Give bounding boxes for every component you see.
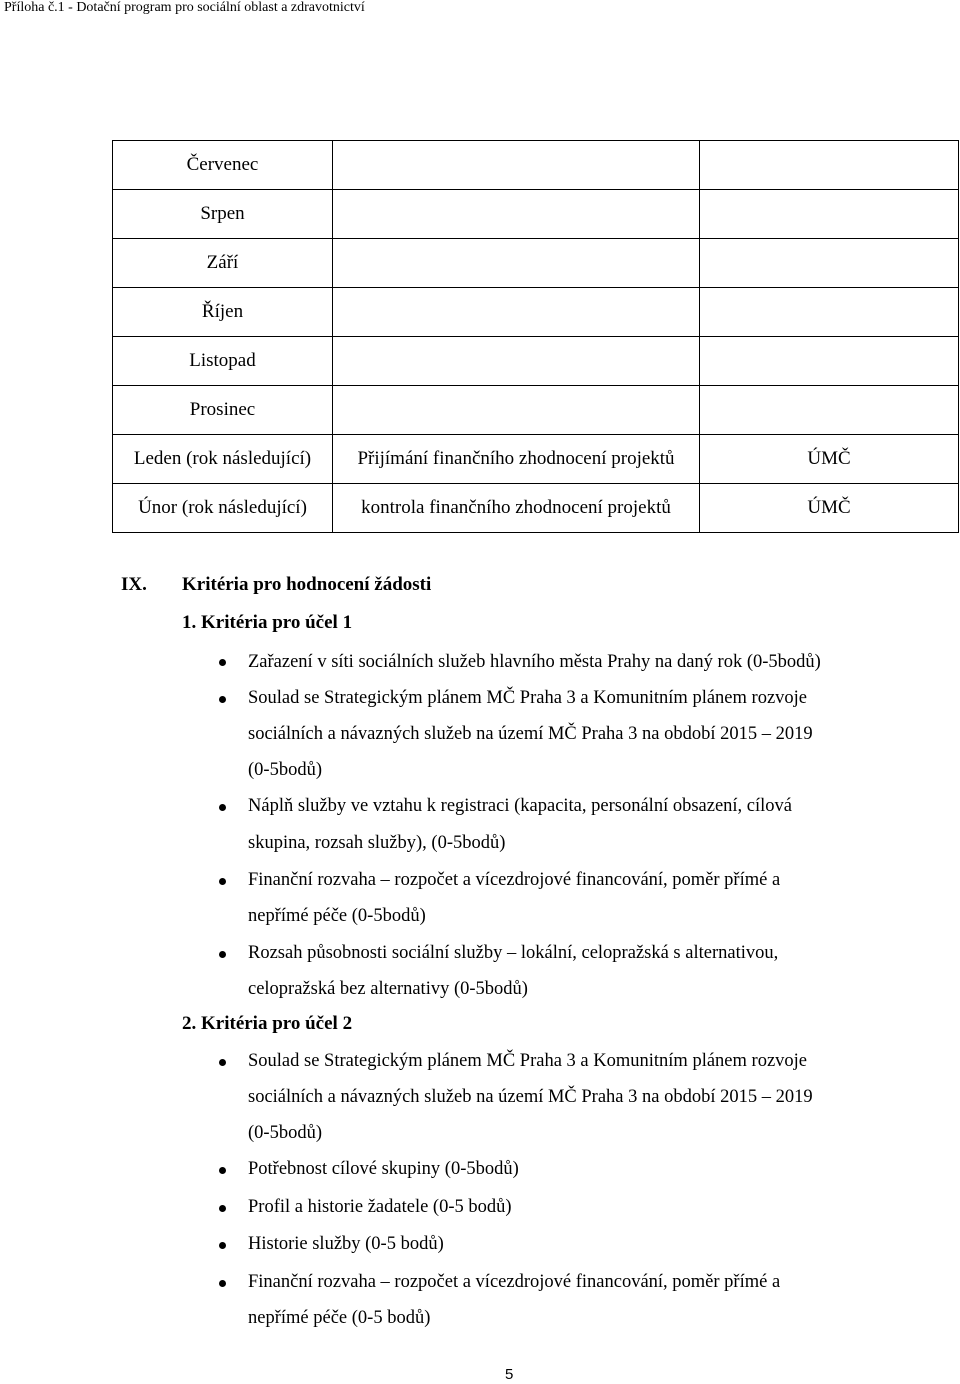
activity-cell [333, 239, 700, 288]
list-item-line: nepřímé péče (0-5 bodů) [248, 1308, 431, 1328]
bullet-icon [219, 1242, 226, 1249]
responsible-cell [700, 288, 959, 337]
responsible-cell: ÚMČ [700, 435, 959, 484]
activity-cell [333, 288, 700, 337]
responsible-cell [700, 141, 959, 190]
list-item-line: sociálních a návazných služeb na území MČ Praha 3 na období 2015 – 2019 [248, 724, 813, 744]
table-row [113, 190, 959, 239]
month-cell: Říjen [113, 288, 333, 337]
list-item-line: nepřímé péče (0-5bodů) [248, 906, 426, 926]
month-cell: Srpen [113, 190, 333, 239]
responsible-cell [700, 239, 959, 288]
bullet-icon [219, 951, 226, 958]
list-item-line: Profil a historie žadatele (0-5 bodů) [248, 1197, 512, 1217]
activity-cell: kontrola finančního zhodnocení projektů [333, 484, 700, 533]
list-item-line: (0-5bodů) [248, 760, 322, 780]
bullet-icon [219, 1167, 226, 1174]
month-cell: Leden (rok následující) [113, 435, 333, 484]
section-heading [121, 574, 431, 596]
activity-cell [333, 337, 700, 386]
responsible-cell [700, 190, 959, 239]
month-cell: Září [113, 239, 333, 288]
bullet-icon [219, 1059, 226, 1066]
section-title: Kritéria pro hodnocení žádosti [182, 574, 432, 595]
table-row [113, 435, 959, 484]
table-row [113, 337, 959, 386]
month-cell: Prosinec [113, 386, 333, 435]
list-item-line: Potřebnost cílové skupiny (0-5bodů) [248, 1159, 519, 1179]
list-item-line: Historie služby (0-5 bodů) [248, 1234, 444, 1254]
month-cell: Červenec [113, 141, 333, 190]
list-item-line: Rozsah působnosti sociální služby – lokální, celopražská s alternativou, [248, 943, 779, 963]
list-item-line: Soulad se Strategickým plánem MČ Praha 3 a Komunitním plánem rozvoje [248, 688, 808, 708]
activity-cell [333, 141, 700, 190]
bullet-icon [219, 1205, 226, 1212]
table-row [113, 386, 959, 435]
list-item-line: Zařazení v síti sociálních služeb hlavního města Prahy na daný rok (0-5bodů) [248, 652, 821, 672]
list-item-line: (0-5bodů) [248, 1123, 322, 1143]
activity-cell [333, 386, 700, 435]
table-row [113, 484, 959, 533]
table-row [113, 239, 959, 288]
month-cell: Únor (rok následující) [113, 484, 333, 533]
section-number: IX. [121, 574, 147, 595]
table-row [113, 288, 959, 337]
responsible-cell [700, 386, 959, 435]
table-row [113, 141, 959, 190]
list-item-line: skupina, rozsah služby), (0-5bodů) [248, 833, 506, 853]
activity-cell [333, 190, 700, 239]
month-cell: Listopad [113, 337, 333, 386]
list-item-line: Soulad se Strategickým plánem MČ Praha 3 a Komunitním plánem rozvoje [248, 1051, 808, 1071]
bullet-icon [219, 659, 226, 666]
list-item-line: sociálních a návazných služeb na území MČ Praha 3 na období 2015 – 2019 [248, 1087, 813, 1107]
list-item-line: celopražská bez alternativy (0-5bodů) [248, 979, 528, 999]
bullet-icon [219, 878, 226, 885]
bullet-icon [219, 696, 226, 703]
responsible-cell [700, 337, 959, 386]
criteria-heading-2: 2. Kritéria pro účel 2 [182, 1013, 353, 1034]
list-item-line: Náplň služby ve vztahu k registraci (kapacita, personální obsazení, cílová [248, 796, 793, 816]
list-item-line: Finanční rozvaha – rozpočet a vícezdrojové financování, poměr přímé a [248, 870, 781, 890]
page-number: 5 [505, 1366, 514, 1383]
criteria-heading-1: 1. Kritéria pro účel 1 [182, 612, 353, 633]
list-item-line: Finanční rozvaha – rozpočet a vícezdrojové financování, poměr přímé a [248, 1272, 781, 1292]
activity-cell: Přijímání finančního zhodnocení projektů [333, 435, 700, 484]
page-header: Příloha č.1 - Dotační program pro sociální oblast a zdravotnictví [4, 0, 365, 15]
responsible-cell: ÚMČ [700, 484, 959, 533]
bullet-icon [219, 804, 226, 811]
schedule-table [112, 140, 959, 533]
bullet-icon [219, 1280, 226, 1287]
